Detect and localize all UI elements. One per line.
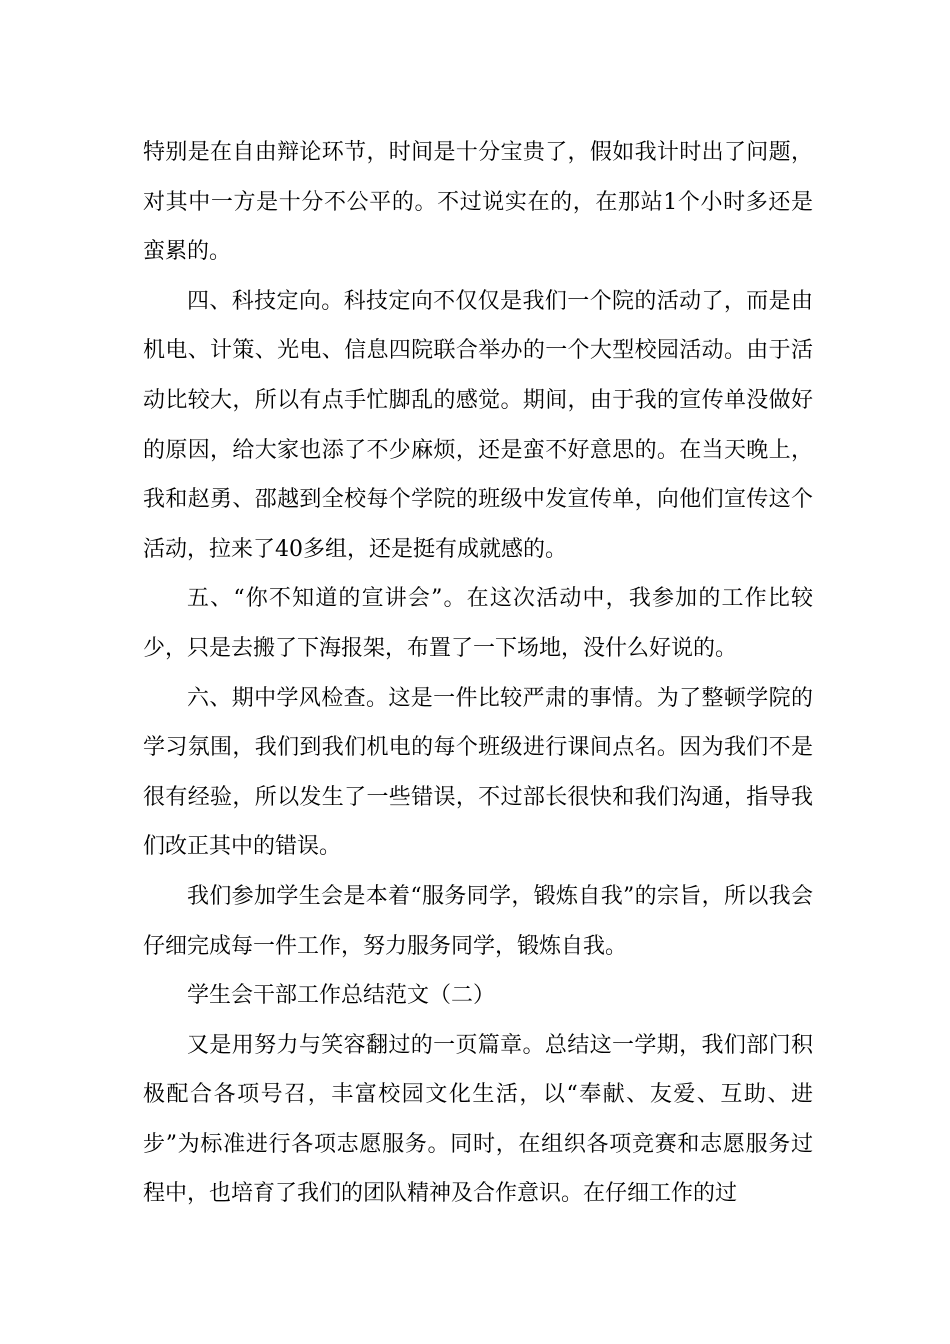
section-heading: 学生会干部工作总结范文（二） (187, 983, 496, 1009)
paragraph-section-five: 五、“你不知道的宣讲会”。在这次活动中，我参加的工作比较少，只是去搬了下海报架，布置了一下场地，没什么好说的。 (143, 586, 813, 661)
paragraph-section-six: 六、期中学风检查。这是一件比较严肃的事情。为了整顿学院的学习氛围，我们到我们机电的每个班级进行课间点名。因为我们不是很有经验，所以发生了一些错误，不过部长很快和我们沟通，指导我们改正其中的错误。 (143, 685, 813, 860)
paragraph-conclusion: 我们参加学生会是本着“服务同学，锻炼自我”的宗旨，所以我会仔细完成每一件工作，努力服务同学，锻炼自我。 (143, 883, 813, 959)
paragraph-second-summary: 又是用努力与笑容翻过的一页篇章。总结这一学期，我们部门积极配合各项号召，丰富校园文化生活，以“奉献、友爱、互助、进步”为标准进行各项志愿服务。同时，在组织各项竞赛和志愿服务过程中，也培育了我们的团队精神及合作意识。在仔细工作的过 (143, 1032, 813, 1207)
document-body (143, 128, 813, 1219)
paragraph-continuation: 特别是在自由辩论环节，时间是十分宝贵了，假如我计时出了问题，对其中一方是十分不公平的。不过说实在的，在那站1个小时多还是蛮累的。 (143, 140, 813, 265)
paragraph-section-four: 四、科技定向。科技定向不仅仅是我们一个院的活动了，而是由机电、计策、光电、信息四院联合举办的一个大型校园活动。由于活动比较大，所以有点手忙脚乱的感觉。期间，由于我的宣传单没做好的原因，给大家也添了不少麻烦，还是蛮不好意思的。在当天晚上，我和赵勇、邵越到全校每个学院的班级中发宣传单，向他们宣传这个活动，拉来了40多组，还是挺有成就感的。 (143, 288, 813, 562)
